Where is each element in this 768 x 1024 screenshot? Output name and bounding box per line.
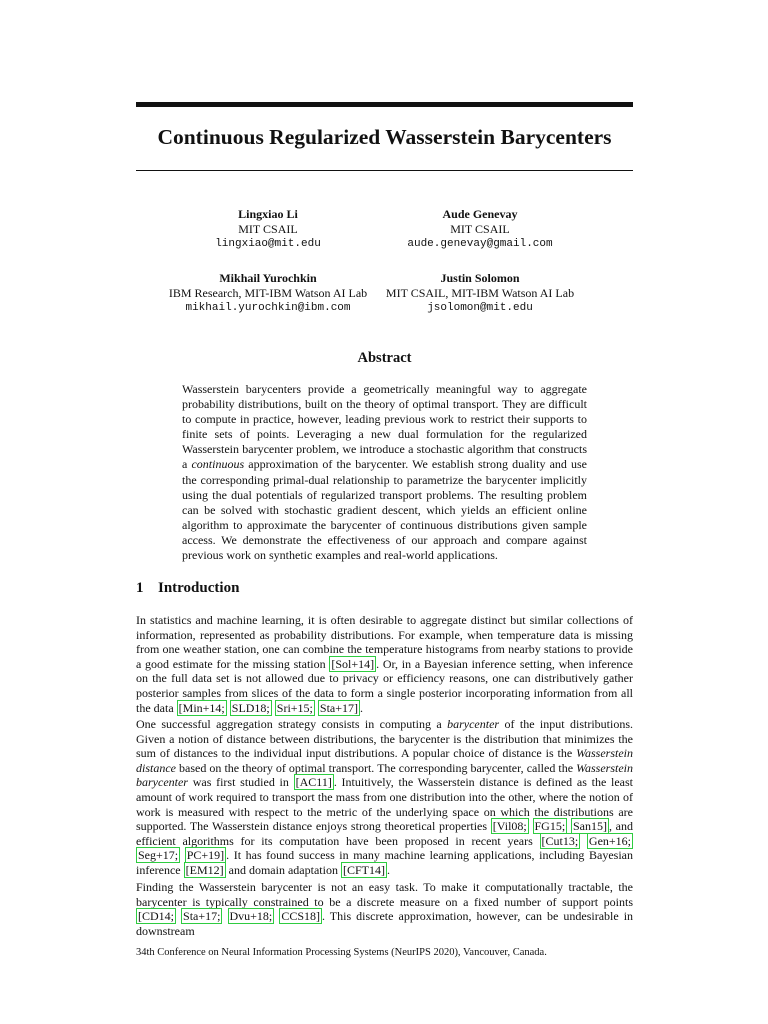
citation-link[interactable]: [EM12]	[185, 862, 224, 877]
text-run: , and efficient algorithms for its computation have been proposed in recent years	[136, 819, 634, 848]
abstract-heading: Abstract	[357, 350, 412, 366]
text-run: Finding the Wasserstein barycenter is not an easy task. To make it computationally tractable, the barycenter is typically constrained to be a discrete measure on a fixed number of support points	[136, 880, 633, 909]
emphasis: barycenter	[447, 717, 500, 731]
section-number: 1	[136, 580, 144, 596]
author-affiliation: MIT CSAIL	[450, 222, 510, 236]
paragraph	[136, 880, 633, 938]
text-run: In statistics and machine learning, it is often desirable to aggregate distinct but similar collections of information, represented as probability distributions. For example, when temperature data is missing from one weather station, one can combine the temperature histograms from nearby stations to provide a good estimate for the missing station	[136, 613, 633, 671]
author-affiliation: IBM Research, MIT-IBM Watson AI Lab	[168, 286, 368, 300]
top-rule	[136, 102, 633, 107]
citation-link[interactable]: [CD14;	[138, 909, 174, 924]
text-run: based on the theory of optimal transport. The corresponding barycenter, called the	[176, 760, 577, 775]
author-email[interactable]: mikhail.yurochkin@ibm.com	[185, 302, 351, 314]
paragraph	[136, 717, 633, 878]
author-block	[148, 207, 388, 252]
citation-link[interactable]: Sta+17]	[319, 700, 358, 715]
paper-title: Continuous Regularized Wasserstein Barycenters	[157, 125, 612, 149]
text-run: of the input distributions. Given a notion of distance between distributions, the barycenter is the distribution that minimizes the sum of distances to the individual input distributions. A popular choice of distance is the	[136, 717, 633, 761]
emphasis: Wasserstein barycenter	[136, 760, 633, 790]
citation-link[interactable]: FG15;	[534, 819, 566, 834]
author-affiliation: MIT CSAIL	[238, 222, 298, 236]
text-run: One successful aggregation strategy consists in computing a	[136, 717, 448, 731]
author-block	[360, 207, 600, 252]
citation-link[interactable]: Seg+17;	[138, 848, 179, 863]
author-email[interactable]: aude.genevay@gmail.com	[407, 238, 553, 250]
text-run: . It has found success in many machine learning applications, including Bayesian inference	[136, 848, 633, 877]
citation-link[interactable]: [Vil08;	[492, 819, 527, 834]
section-heading	[136, 580, 239, 597]
citation-link[interactable]: Sta+17;	[183, 909, 221, 924]
emphasis: Wasserstein distance	[136, 746, 633, 775]
author-email[interactable]: lingxiao@mit.edu	[215, 238, 321, 250]
citation-link[interactable]: [CFT14]	[342, 862, 385, 877]
abstract-text	[182, 382, 587, 563]
text-run: . Or, in a Bayesian inference setting, when inference on the full data set is not allowed due to privacy or efficiency reasons, one can distributively gather posterior samples from slices of the data to form a single posterior incorporating information from all the data	[136, 656, 633, 715]
citation-link[interactable]: [AC11]	[295, 775, 332, 790]
paragraph	[136, 613, 633, 715]
citation-link[interactable]: CCS18]	[281, 909, 320, 924]
author-name: Justin Solomon	[440, 271, 520, 285]
text-run: . Intuitively, the Wasserstein distance is defined as the least amount of work required to transport the mass from one distribution into the other, where the notion of work is measured with respect to the metric of the underlying space on which the distributions are supported. The Wasserstein distance enjoys strong theoretical properties	[136, 775, 633, 834]
text-run: . This discrete approximation, however, can be undesirable in downstream	[136, 909, 634, 938]
citation-link[interactable]: SLD18;	[231, 700, 270, 715]
text-run: .	[360, 700, 363, 715]
title-rule	[136, 170, 633, 171]
section-title: Introduction	[158, 580, 240, 596]
abstract-text-part: approximation of the barycenter. We establish strong duality and use the corresponding primal-dual relationship to parametrize the barycenter implicitly using the dual potentials of regularized transport problems. The resulting problem can be solved with stochastic gradient descent, which yields an efficient online algorithm to approximate the barycenter of continuous distributions given sample access. We demonstrate the effectiveness of our approach and compare against previous work on synthetic examples and real-world applications.	[182, 457, 588, 563]
abstract-text-part: Wasserstein barycenters provide a geometrically meaningful way to aggregate probability distributions, built on the theory of optimal transport. They are difficult to compute in practice, however, leading previous work to restrict their supports to finite sets of points. Leveraging a new dual formulation for the regularized Wasserstein barycenter problem, we introduce a stochastic algorithm that constructs a	[182, 382, 587, 472]
citation-link[interactable]: [Cut13;	[541, 833, 579, 848]
citation-link[interactable]: PC+19]	[186, 848, 225, 863]
text-run: and domain adaptation	[225, 862, 341, 877]
citation-link[interactable]: Gen+16;	[588, 833, 631, 848]
citation-link[interactable]: Dvu+18;	[229, 909, 273, 924]
conference-footnote: 34th Conference on Neural Information Processing Systems (NeurIPS 2020), Vancouver, Canada.	[136, 947, 547, 958]
citation-link[interactable]: San15]	[572, 819, 607, 834]
author-block	[148, 271, 388, 316]
abstract-emphasis: continuous	[191, 457, 245, 472]
author-name: Mikhail Yurochkin	[219, 271, 317, 285]
text-run: .	[386, 862, 390, 877]
text-run: was first studied in	[187, 775, 294, 790]
author-name: Aude Genevay	[442, 207, 518, 221]
author-affiliation: MIT CSAIL, MIT-IBM Watson AI Lab	[385, 286, 575, 300]
author-name: Lingxiao Li	[238, 207, 298, 221]
citation-link[interactable]: [Sol+14]	[331, 656, 375, 671]
citation-link[interactable]: Sri+15;	[276, 700, 313, 715]
author-block	[360, 271, 600, 316]
author-email[interactable]: jsolomon@mit.edu	[427, 302, 533, 314]
citation-link[interactable]: [Min+14;	[178, 700, 225, 715]
